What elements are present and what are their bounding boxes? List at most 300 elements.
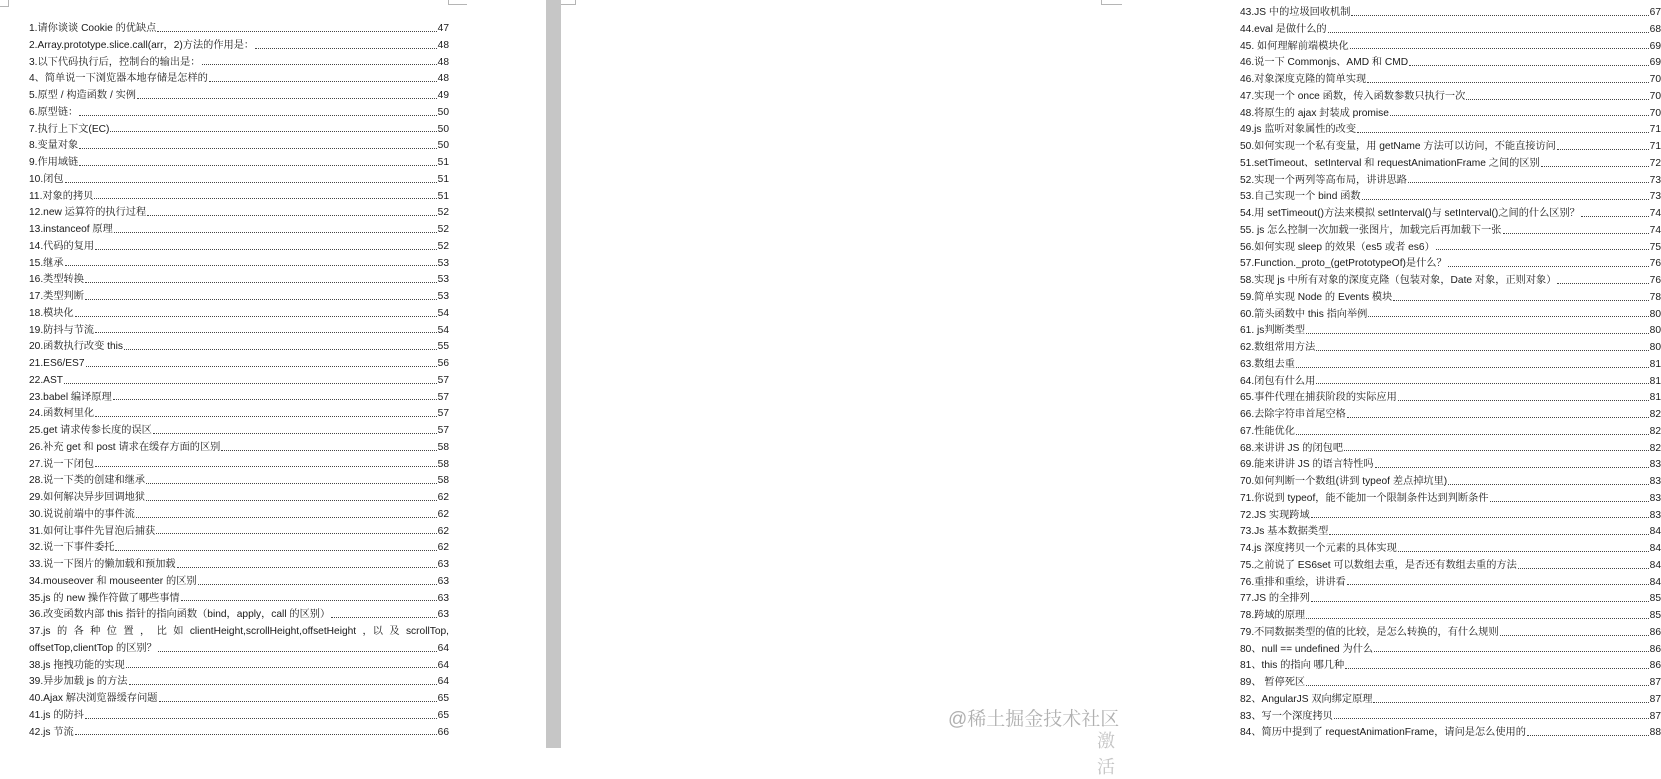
toc-entry-page-number: 81	[1649, 375, 1661, 387]
dot-leader	[146, 500, 437, 501]
toc-entry-title: 51.setTimeout、setInterval 和 requestAnimationFrame 之间的区别	[1240, 157, 1540, 169]
toc-entry-title: 9.作用域链	[29, 157, 79, 168]
dot-leader	[86, 366, 437, 367]
windows-activation-watermark: 激活	[1097, 731, 1115, 777]
toc-entry[interactable]	[29, 373, 449, 390]
toc-entry[interactable]	[1240, 642, 1661, 659]
toc-entry-page-number: 70	[1649, 90, 1661, 102]
toc-entry[interactable]	[29, 105, 449, 122]
toc-entry[interactable]	[29, 557, 449, 574]
dot-leader	[181, 600, 437, 601]
toc-entry-page-number: 69	[1649, 40, 1661, 52]
toc-entry[interactable]	[29, 38, 449, 55]
toc-entry-page-number: 78	[1649, 291, 1661, 303]
toc-entry[interactable]	[1240, 223, 1661, 240]
dot-leader	[146, 483, 437, 484]
toc-entry-title: 15.继承	[29, 257, 64, 269]
toc-entry[interactable]	[29, 239, 449, 256]
toc-entry-title: 73.Js 基本数据类型	[1240, 526, 1329, 538]
toc-entry[interactable]	[1240, 156, 1661, 173]
toc-entry-page-number: 80	[1649, 342, 1661, 353]
toc-entry-title: 36.改变函数内部 this 指针的指向函数（bind，apply，call 的区别）	[29, 609, 331, 621]
toc-entry-title: 46.说一下 Commonjs、AMD 和 CMD	[1240, 57, 1409, 69]
toc-entry-title: 72.JS 实现跨域	[1240, 509, 1310, 521]
toc-entry-page-number: 48	[437, 39, 449, 51]
toc-entry-title: 53.自己实现一个 bind 函数	[1240, 191, 1361, 203]
dot-leader	[75, 316, 437, 317]
dot-leader	[1541, 166, 1649, 167]
dot-leader	[1362, 199, 1649, 200]
toc-entry[interactable]	[29, 323, 449, 340]
toc-entry-title: 61. js判断类型	[1240, 325, 1306, 337]
toc-entry-page-number: 52	[437, 207, 449, 219]
toc-entry-page-number: 63	[437, 592, 449, 604]
toc-entry[interactable]	[1240, 390, 1661, 407]
toc-entry[interactable]	[1240, 457, 1661, 474]
toc-entry[interactable]	[29, 155, 449, 172]
toc-entry-page-number: 76	[1649, 258, 1661, 270]
toc-entry-page-number: 82	[1649, 442, 1661, 454]
dot-leader	[114, 232, 437, 233]
toc-entry[interactable]	[29, 641, 449, 658]
watermark: @稀土掘金技术社区	[948, 709, 1120, 730]
dot-leader	[115, 550, 436, 551]
dot-leader	[79, 165, 436, 166]
toc-entry[interactable]	[29, 708, 449, 725]
toc-entry-page-number: 48	[437, 56, 449, 68]
toc-entry[interactable]	[29, 21, 449, 38]
toc-entry[interactable]	[29, 524, 449, 541]
toc-entry-page-number: 82	[1649, 409, 1661, 420]
toc-entry-line[interactable]	[29, 624, 449, 641]
toc-entry-title: 8.变量对象	[29, 140, 79, 152]
toc-entry-page-number: 64	[437, 659, 449, 671]
toc-entry-word: ，	[140, 626, 151, 637]
toc-entry-page-number: 48	[437, 73, 449, 85]
toc-entry-page-number: 53	[437, 257, 449, 269]
dot-leader	[1347, 417, 1649, 418]
dot-leader	[202, 64, 437, 65]
dot-leader	[1306, 685, 1649, 686]
toc-entry-page-number: 62	[437, 492, 449, 503]
toc-entry-title: 27.说一下闭包	[29, 458, 95, 470]
toc-entry[interactable]	[1240, 307, 1661, 324]
toc-entry-word: 各	[73, 626, 84, 637]
toc-entry[interactable]	[29, 289, 449, 306]
toc-entry-page-number: 57	[437, 425, 449, 436]
toc-entry[interactable]	[29, 205, 449, 222]
toc-entry-title: 2.Array.prototype.slice.call(arr，2)方法的作用是：	[29, 39, 255, 51]
toc-entry-page-number: 84	[1649, 526, 1661, 538]
toc-entry[interactable]	[1240, 55, 1661, 72]
toc-entry-title: 44.eval 是做什么的	[1240, 23, 1327, 35]
toc-entry-page-number: 64	[437, 676, 449, 688]
dot-leader	[1350, 48, 1649, 49]
dot-leader	[198, 584, 437, 585]
dot-leader	[1311, 601, 1649, 602]
toc-entry[interactable]	[29, 574, 449, 591]
toc-entry[interactable]	[1240, 106, 1661, 123]
toc-entry[interactable]	[1240, 72, 1661, 89]
toc-entry-title: 58.实现 js 中所有对象的深度克隆（包装对象，Date 对象，正则对象）	[1240, 275, 1557, 286]
toc-entry-page-number: 51	[437, 157, 449, 168]
toc-entry-title: 38.js 拖拽功能的实现	[29, 659, 125, 671]
toc-entry-page-number: 84	[1649, 543, 1661, 554]
page-corner-mark	[448, 0, 467, 5]
toc-entry-page-number: 58	[437, 458, 449, 470]
dot-leader	[85, 718, 437, 719]
toc-entry-page-number: 50	[437, 140, 449, 152]
toc-entry-title: 68.来讲讲 JS 的闭包吧	[1240, 442, 1344, 454]
toc-entry-page-number: 80	[1649, 325, 1661, 337]
toc-entry-title: 80、null == undefined 为什么	[1240, 643, 1374, 655]
toc-entry-title: 40.Ajax 解决浏览器缓存问题	[29, 693, 158, 704]
toc-entry[interactable]	[29, 423, 449, 440]
toc-entry[interactable]	[29, 88, 449, 105]
toc-entry[interactable]	[1240, 474, 1661, 491]
toc-entry[interactable]	[1240, 558, 1661, 575]
dot-leader	[1409, 65, 1649, 66]
toc-entry-page-number: 88	[1649, 727, 1661, 739]
toc-entry[interactable]	[1240, 173, 1661, 190]
toc-entry-title: 70.如何判断一个数组(讲到 typeof 差点掉坑里)	[1240, 476, 1448, 487]
toc-entry-title: 43.JS 中的垃圾回收机制	[1240, 7, 1351, 18]
toc-entry-title: 64.闭包有什么用	[1240, 375, 1316, 387]
toc-entry-title: 30.说说前端中的事件流	[29, 508, 135, 520]
dot-leader	[1448, 484, 1648, 485]
toc-entry[interactable]	[1240, 340, 1661, 357]
dot-leader	[95, 332, 437, 333]
toc-entry-page-number: 86	[1649, 626, 1661, 638]
toc-entry[interactable]	[1240, 625, 1661, 642]
toc-entry-page-number: 50	[437, 106, 449, 118]
dot-leader	[1390, 115, 1649, 116]
toc-entry[interactable]	[1240, 709, 1661, 726]
toc-entry-title: 6.原型链：	[29, 106, 79, 118]
toc-entry[interactable]	[1240, 5, 1661, 22]
toc-entry[interactable]	[1240, 675, 1661, 692]
dot-leader	[95, 416, 437, 417]
dot-leader	[209, 81, 437, 82]
toc-entry[interactable]	[29, 658, 449, 675]
dot-leader	[1518, 568, 1649, 569]
toc-entry-page-number: 71	[1649, 141, 1661, 152]
toc-entry-title: 42.js 节流	[29, 726, 74, 738]
toc-entry[interactable]	[1240, 206, 1661, 223]
toc-entry-title: 19.防抖与节流	[29, 324, 95, 336]
toc-entry[interactable]	[1240, 122, 1661, 139]
toc-entry-page-number: 83	[1649, 492, 1661, 504]
toc-entry-title: 66.去除字符串首尾空格	[1240, 409, 1346, 420]
toc-entry[interactable]	[29, 222, 449, 239]
dot-leader	[158, 651, 437, 652]
toc-entry-word: 位	[106, 626, 117, 637]
toc-entry-page-number: 57	[437, 391, 449, 403]
dot-leader	[255, 48, 437, 49]
dot-leader	[136, 517, 437, 518]
toc-entry-page-number: 69	[1649, 57, 1661, 69]
toc-entry-page-number: 58	[437, 441, 449, 453]
toc-entry-page-number: 74	[1649, 208, 1661, 219]
toc-entry-page-number: 47	[437, 23, 449, 34]
toc-entry-page-number: 86	[1649, 643, 1661, 655]
toc-entry[interactable]	[1240, 608, 1661, 625]
toc-entry[interactable]	[29, 390, 449, 407]
toc-entry[interactable]	[1240, 508, 1661, 525]
dot-leader	[147, 215, 436, 216]
toc-entry-page-number: 70	[1649, 74, 1661, 85]
toc-entry[interactable]	[1240, 658, 1661, 675]
toc-entry[interactable]	[1240, 725, 1661, 742]
dot-leader	[1316, 350, 1648, 351]
toc-entry[interactable]	[1240, 323, 1661, 340]
toc-entry-word: 如	[173, 626, 184, 637]
toc-entry-title: 46.对象深度克隆的简单实现	[1240, 74, 1367, 85]
toc-entry[interactable]	[29, 725, 449, 742]
toc-entry[interactable]	[29, 339, 449, 356]
toc-entry[interactable]	[29, 356, 449, 373]
toc-entry[interactable]	[1240, 189, 1661, 206]
toc-entry[interactable]	[29, 172, 449, 189]
dot-leader	[1398, 551, 1649, 552]
toc-entry-page-number: 73	[1649, 174, 1661, 186]
toc-entry[interactable]	[1240, 441, 1661, 458]
toc-entry[interactable]	[1240, 591, 1661, 608]
toc-entry-title: 17.类型判断	[29, 291, 84, 302]
toc-entry-title: 25.get 请求传参长度的误区	[29, 425, 152, 436]
toc-entry-word: scrollTop,	[405, 626, 449, 637]
toc-entry-page-number: 76	[1649, 275, 1661, 286]
toc-entry[interactable]	[29, 256, 449, 273]
dot-leader	[1351, 15, 1648, 16]
toc-entry-page-number: 83	[1649, 459, 1661, 471]
toc-entry-word: ，以	[362, 626, 383, 637]
toc-entry[interactable]	[1240, 357, 1661, 374]
toc-entry-title	[29, 624, 449, 641]
dot-leader	[177, 567, 437, 568]
toc-entry-word: 的	[56, 626, 68, 637]
toc-entry[interactable]	[29, 591, 449, 608]
toc-entry[interactable]	[1240, 424, 1661, 441]
toc-entry-page-number: 54	[437, 307, 449, 319]
dot-leader	[1306, 618, 1649, 619]
toc-entry-page-number: 63	[437, 575, 449, 587]
toc-entry-title: 41.js 的防抖	[29, 709, 84, 721]
toc-entry-title: 22.AST	[29, 374, 63, 386]
toc-entry-title: 50.如何实现一个私有变量，用 getName 方法可以访问，不能直接访问	[1240, 141, 1556, 152]
dot-leader	[1345, 668, 1648, 669]
toc-entry[interactable]	[1240, 524, 1661, 541]
toc-entry[interactable]	[29, 406, 449, 423]
page-gap	[546, 0, 561, 748]
toc-entry-word: 种	[90, 626, 101, 637]
toc-entry[interactable]	[1240, 139, 1661, 156]
toc-entry-page-number: 87	[1649, 710, 1661, 722]
toc-entry-page-number: 70	[1649, 107, 1661, 119]
toc-entry-title: 82、AngularJS 双向绑定原理	[1240, 693, 1373, 705]
toc-entry[interactable]	[29, 440, 449, 457]
toc-entry-title: 5.原型 / 构造函数 / 实例	[29, 90, 136, 101]
dot-leader	[129, 684, 437, 685]
page-corner-mark	[0, 0, 9, 7]
toc-entry[interactable]	[1240, 89, 1661, 106]
toc-entry[interactable]	[1240, 39, 1661, 56]
toc-entry[interactable]	[1240, 240, 1661, 257]
toc-entry-page-number: 84	[1649, 559, 1661, 571]
dot-leader	[159, 701, 437, 702]
toc-entry[interactable]	[1240, 256, 1661, 273]
toc-entry-title: 57.Function._proto_(getPrototypeOf)是什么？	[1240, 258, 1447, 270]
toc-entry-title: 69.能来讲讲 JS 的语言特性吗	[1240, 459, 1374, 471]
toc-entry-page-number: 82	[1649, 425, 1661, 437]
toc-entry-page-number: 80	[1649, 308, 1661, 320]
toc-entry[interactable]	[1240, 491, 1661, 508]
toc-entry-title: 7.执行上下文(EC)	[29, 123, 110, 135]
toc-entry[interactable]	[29, 490, 449, 507]
toc-entry[interactable]	[1240, 575, 1661, 592]
toc-entry-title: 52.实现一个两列等高布局，讲讲思路	[1240, 174, 1407, 186]
toc-entry-page-number: 63	[437, 559, 449, 570]
toc-entry-page-number: 56	[437, 358, 449, 369]
toc-entry[interactable]	[29, 674, 449, 691]
toc-entry-title: 21.ES6/ES7	[29, 358, 85, 369]
toc-entry-title: 48.将原生的 ajax 封装成 promise	[1240, 107, 1389, 119]
toc-entry-page-number: 72	[1649, 157, 1661, 169]
toc-entry[interactable]	[1240, 374, 1661, 391]
toc-entry-title: 34.mouseover 和 mouseenter 的区别	[29, 575, 197, 587]
dot-leader	[75, 734, 437, 735]
toc-entry-title: 76.重排和重绘，讲讲看	[1240, 576, 1346, 588]
toc-entry[interactable]	[29, 691, 449, 708]
toc-entry-title: 49.js 监听对象属性的改变	[1240, 124, 1357, 136]
dot-leader	[1347, 584, 1649, 585]
dot-leader	[1368, 316, 1648, 317]
toc-entry[interactable]	[29, 306, 449, 323]
dot-leader	[85, 282, 437, 283]
toc-entry-title: 62.数组常用方法	[1240, 342, 1316, 353]
dot-leader	[110, 131, 436, 132]
toc-entry-page-number: 52	[437, 240, 449, 252]
toc-entry-page-number: 85	[1649, 610, 1661, 621]
dot-leader	[1581, 216, 1649, 217]
toc-entry-title: 67.性能优化	[1240, 425, 1295, 437]
toc-entry-page-number: 57	[437, 374, 449, 386]
toc-entry-page-number: 52	[437, 224, 449, 235]
page-corner-mark	[561, 0, 576, 5]
dot-leader	[1408, 182, 1649, 183]
dot-leader	[1500, 635, 1649, 636]
toc-entry-word: 置	[123, 626, 134, 637]
dot-leader	[1334, 718, 1649, 719]
toc-entry-title: offsetTop,clientTop 的区别？	[29, 642, 157, 654]
dot-leader	[1393, 300, 1648, 301]
toc-entry[interactable]	[29, 457, 449, 474]
toc-entry-page-number: 85	[1649, 593, 1661, 605]
toc-entry-title: 33.说一下图片的懒加载和预加载	[29, 559, 176, 570]
dot-leader	[65, 182, 437, 183]
toc-entry[interactable]	[29, 138, 449, 155]
toc-entry-title: 11.对象的拷贝	[29, 190, 94, 202]
toc-entry[interactable]	[29, 122, 449, 139]
dot-leader	[1311, 517, 1649, 518]
dot-leader	[1375, 467, 1649, 468]
dot-leader	[1557, 149, 1649, 150]
dot-leader	[124, 349, 437, 350]
toc-entry-title: 4、简单说一下浏览器本地存储是怎样的	[29, 73, 208, 85]
toc-entry-page-number: 63	[437, 609, 449, 621]
dot-leader	[1398, 400, 1649, 401]
toc-entry[interactable]	[1240, 273, 1661, 290]
toc-entry-title: 77.JS 的全排列	[1240, 593, 1310, 605]
dot-leader	[1557, 283, 1648, 284]
toc-entry[interactable]	[1240, 22, 1661, 39]
dot-leader	[1316, 383, 1648, 384]
toc-entry-title: 35.js 的 new 操作符做了哪些事情	[29, 592, 180, 604]
toc-entry[interactable]	[1240, 692, 1661, 709]
toc-entry-title: 71.你说到 typeof，能不能加一个限制条件达到判断条件	[1240, 492, 1489, 504]
toc-entry-title: 26.补充 get 和 post 请求在缓存方面的区别	[29, 441, 221, 453]
dot-leader	[1329, 534, 1648, 535]
toc-entry-title: 47.实现一个 once 函数，传入函数参数只执行一次	[1240, 90, 1466, 102]
toc-entry-word: clientHeight,scrollHeight,offsetHeight	[189, 626, 357, 637]
toc-entry-page-number: 83	[1649, 509, 1661, 521]
toc-entry-title: 16.类型转换	[29, 274, 84, 286]
toc-entry[interactable]	[29, 71, 449, 88]
toc-entry[interactable]	[1240, 290, 1661, 307]
dot-leader	[1503, 233, 1649, 234]
dot-leader	[113, 399, 437, 400]
toc-entry-page-number: 49	[437, 90, 449, 101]
toc-entry-title: 3.以下代码执行后，控制台的输出是：	[29, 56, 201, 68]
toc-entry-page-number: 57	[437, 408, 449, 420]
toc-entry-title: 28.说一下类的创建和继承	[29, 475, 146, 487]
toc-entry-page-number: 65	[437, 709, 449, 721]
toc-entry-page-number: 86	[1649, 660, 1661, 672]
dot-leader	[137, 98, 437, 99]
dot-leader	[156, 533, 436, 534]
toc-entry[interactable]	[29, 540, 449, 557]
toc-entry[interactable]	[29, 272, 449, 289]
toc-entry[interactable]	[29, 507, 449, 524]
toc-entry-title: 81、this 的指向 哪几种	[1240, 660, 1345, 672]
dot-leader	[157, 31, 436, 32]
toc-entry-title: 74.js 深度拷贝一个元素的具体实现	[1240, 543, 1397, 554]
toc-entry-page-number: 84	[1649, 576, 1661, 588]
document-page-left	[0, 0, 546, 748]
toc-entry[interactable]	[29, 473, 449, 490]
toc-entry-title: 32.说一下事件委托	[29, 542, 115, 554]
table-of-contents-left	[29, 21, 449, 741]
toc-entry[interactable]	[29, 189, 449, 206]
toc-entry[interactable]	[29, 607, 449, 624]
table-of-contents-right	[1240, 5, 1661, 742]
toc-entry-title: 12.new 运算符的执行过程	[29, 207, 147, 219]
toc-entry[interactable]	[29, 55, 449, 72]
dot-leader	[95, 466, 437, 467]
toc-entry-page-number: 62	[437, 525, 449, 537]
toc-entry-title: 20.函数执行改变 this	[29, 341, 123, 353]
dot-leader	[331, 617, 437, 618]
toc-entry-page-number: 81	[1649, 392, 1661, 404]
toc-entry-title: 54.用 setTimeout()方法来模拟 setInterval()与 setInterval()之间的什么区别？	[1240, 208, 1580, 219]
toc-entry-page-number: 75	[1649, 241, 1661, 253]
toc-entry-page-number: 71	[1649, 124, 1661, 136]
toc-entry-title: 13.instanceof 原理	[29, 224, 113, 235]
toc-entry-page-number: 73	[1649, 191, 1661, 203]
toc-entry[interactable]	[1240, 407, 1661, 424]
toc-entry[interactable]	[1240, 541, 1661, 558]
toc-entry-title: 65.事件代理在捕获阶段的实际应用	[1240, 392, 1397, 404]
